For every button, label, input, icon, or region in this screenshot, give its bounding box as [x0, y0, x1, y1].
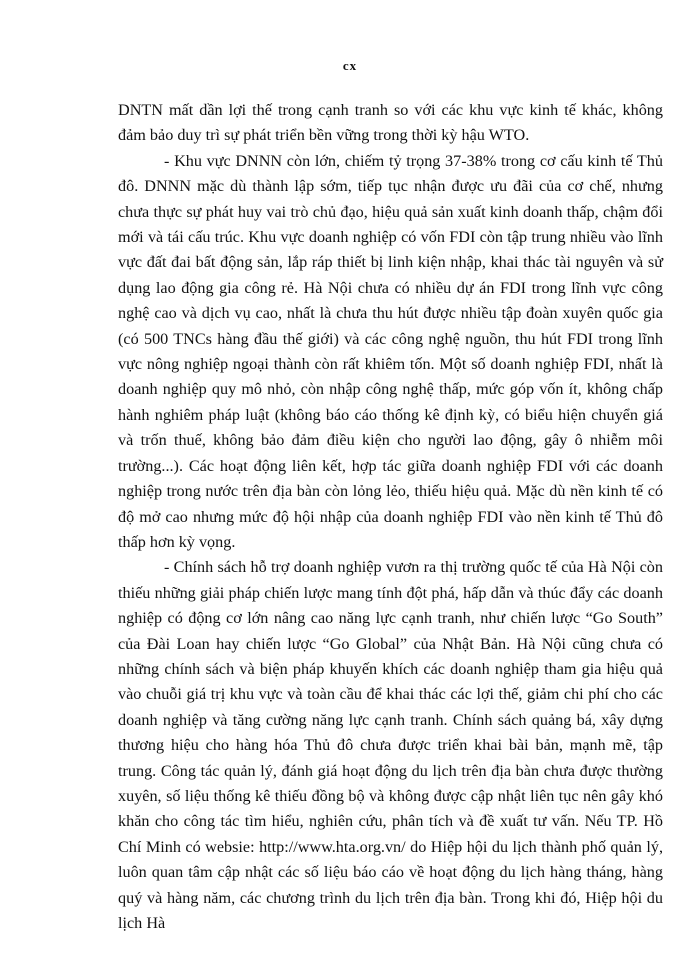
paragraph-state-enterprises: - Khu vực DNNN còn lớn, chiếm tỷ trọng 37-38% trong cơ cấu kinh tế Thủ đô. DNNN mặc dù thành lập sớm, tiếp tục nhận được ưu đãi của cơ chế, nhưng chưa thực sự phát huy vai trò chủ đạo, hiệu quả sản xuất kinh doanh thấp, chậm đổi mới và tái cấu trúc. Khu vực doanh nghiệp có vốn FDI còn tập trung nhiều vào lĩnh vực đất đai bất động sản, lắp ráp thiết bị linh kiện nhập, khai thác tài nguyên và sử dụng lao động gia công rẻ. Hà Nội chưa có nhiều dự án FDI trong lĩnh vực công nghệ cao và dịch vụ cao, nhất là chưa thu hút được nhiều tập đoàn xuyên quốc gia (có 500 TNCs hàng đầu thế giới) và các công nghệ nguồn, thu hút FDI trong lĩnh vực nông nghiệp ngoại thành còn rất khiêm tốn. Một số doanh nghiệp FDI, nhất là doanh nghiệp quy mô nhỏ, còn nhập công nghệ thấp, mức góp vốn ít, không chấp hành nghiêm pháp luật (không báo cáo thống kê định kỳ, có biểu hiện chuyển giá và trốn thuế, không bảo đảm điều kiện cho người lao động, gây ô nhiễm môi trường...). Các hoạt động liên kết, hợp tác giữa doanh nghiệp FDI với các doanh nghiệp trong nước trên địa bàn còn lỏng lẻo, thiếu hiệu quả. Mặc dù nền kinh tế có độ mở cao nhưng mức độ hội nhập của doanh nghiệp FDI vào nền kinh tế Thủ đô thấp hơn kỳ vọng.: [118, 151, 663, 551]
paragraph-continuation: DNTN mất dần lợi thế trong cạnh tranh so với các khu vực kinh tế khác, không đảm bảo duy trì sự phát triển bền vững trong thời kỳ hậu WTO.: [118, 101, 663, 145]
document-body: [118, 98, 663, 936]
paragraph-support-policy: - Chính sách hỗ trợ doanh nghiệp vươn ra thị trường quốc tế của Hà Nội còn thiếu những giải pháp chiến lược mang tính đột phá, hấp dẫn và thúc đẩy các doanh nghiệp có động cơ lớn nâng cao năng lực cạnh tranh, như chiến lược “Go South” của Đài Loan hay chiến lược “Go Global” của Nhật Bản. Hà Nội cũng chưa có những chính sách và biện pháp khuyến khích các doanh nghiệp tham gia hiệu quả vào chuỗi giá trị khu vực và toàn cầu để khai thác các lợi thế, giảm chi phí cho các doanh nghiệp và tăng cường năng lực cạnh tranh. Chính sách quảng bá, xây dựng thương hiệu cho hàng hóa Thủ đô chưa được triển khai bài bản, mạnh mẽ, tập trung. Công tác quản lý, đánh giá hoạt động du lịch trên địa bàn chưa được thường xuyên, số liệu thống kê thiếu đồng bộ và không được cập nhật liên tục nên gây khó khăn cho công tác tìm hiểu, nghiên cứu, phân tích và đề xuất tư vấn. Nếu TP. Hồ Chí Minh có websie: http://www.hta.org.vn/ do Hiệp hội du lịch thành phố quản lý, luôn quan tâm cập nhật các số liệu báo cáo về hoạt động du lịch hàng tháng, hàng quý và hàng năm, các chương trình du lịch trên địa bàn. Trong khi đó, Hiệp hội du lịch Hà: [118, 558, 663, 932]
page-number: cx: [342, 58, 358, 73]
